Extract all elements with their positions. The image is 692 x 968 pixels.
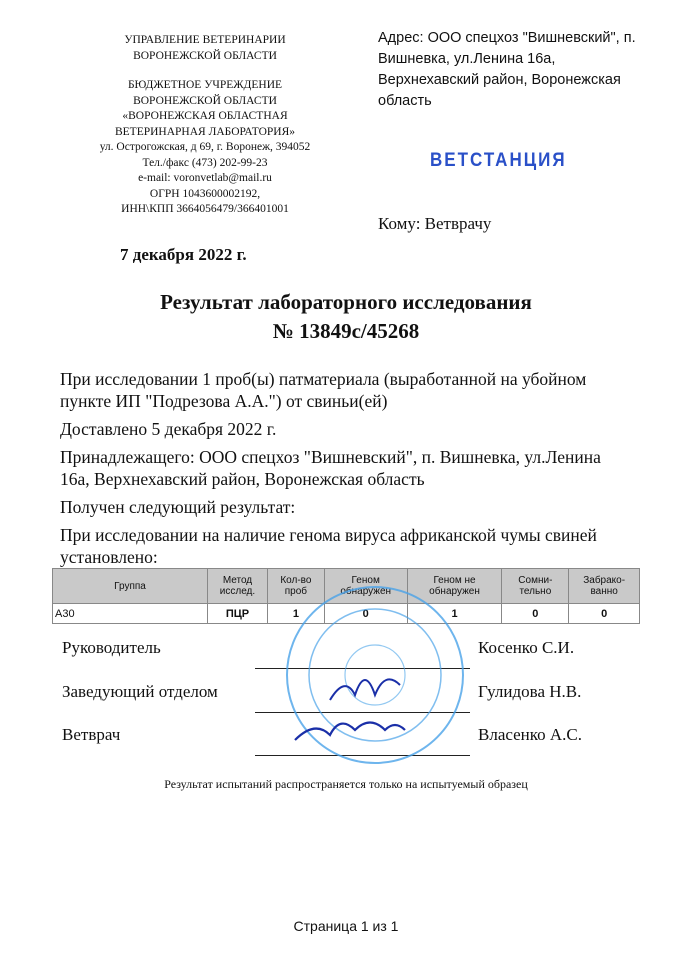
cell: А30 (53, 604, 208, 624)
header-line: ИНН\КПП 3664056479/366401001 (121, 203, 289, 215)
column-header: Геном не обнаружен (407, 569, 502, 604)
header-line: УПРАВЛЕНИЕ ВЕТЕРИНАРИИ (124, 34, 286, 46)
header-line: ул. Острогожская, д 69, г. Воронеж, 394052 (99, 141, 311, 153)
header-line: ВЕТЕРИНАРНАЯ ЛАБОРАТОРИЯ» (114, 125, 296, 138)
document-number: № 13849с/45268 (272, 319, 420, 343)
cell: 1 (407, 604, 502, 624)
signature-role: Ветврач (62, 725, 121, 744)
header-line: БЮДЖЕТНОЕ УЧРЕЖДЕНИЕ (127, 79, 283, 91)
column-header: Группа (53, 569, 208, 604)
document-title (0, 288, 692, 346)
document-date: 7 декабря 2022 г. (120, 245, 247, 264)
title-text: Результат лабораторного исследования (160, 290, 532, 314)
recipient-address: Адрес: ООО спецхоз "Вишневский", п. Вишневка, ул.Ленина 16а, Верхнехавский район, Воронежская область (378, 30, 636, 109)
header-line: ВОРОНЕЖСКОЙ ОБЛАСТИ (133, 94, 277, 107)
paragraph: Принадлежащего: ООО спецхоз "Вишневский", п. Вишневка, ул.Ленина 16а, Верхнехавский район, Воронежская область (60, 447, 601, 489)
column-header: Метод исслед. (208, 569, 268, 604)
header-line: e-mail: voronvetlab@mail.ru (138, 172, 272, 184)
signature-name: Власенко А.С. (478, 725, 583, 744)
cell: 0 (324, 604, 407, 624)
signature-name: Гулидова Н.В. (478, 682, 582, 701)
organization-header (60, 33, 350, 218)
paragraph: При исследовании 1 проб(ы) патматериала (выработанной на убойном пункте ИП "Подрезова А.А.") от свиньи(ей) (60, 369, 587, 411)
column-header: Сомни-тельно (502, 569, 569, 604)
header-line: Тел./факс (473) 202-99-23 (142, 156, 268, 169)
column-header: Кол-во проб (268, 569, 325, 604)
header-line: «ВОРОНЕЖСКАЯ ОБЛАСТНАЯ (122, 110, 288, 122)
header-line: ОГРН 1043600002192, (149, 187, 261, 200)
vetstation-stamp: ВЕТСТАНЦИЯ (430, 148, 567, 171)
recipient: Кому: Ветврачу (378, 214, 492, 233)
column-header: Геном обнаружен (324, 569, 407, 604)
cell: 0 (569, 604, 640, 624)
signature-role: Руководитель (62, 638, 161, 657)
page-number: Страница 1 из 1 (293, 918, 399, 934)
signature-role: Заведующий отделом (62, 682, 218, 701)
round-seal-stamp (280, 580, 470, 770)
cell: 0 (502, 604, 569, 624)
signature-name: Косенко С.И. (478, 638, 575, 657)
footer-note: Результат испытаний распространяется только на испытуемый образец (164, 777, 528, 791)
cell: 1 (268, 604, 325, 624)
paragraph: Получен следующий результат: (60, 497, 296, 517)
paragraph: При исследовании на наличие генома вируса африканской чумы свиней установлено: (60, 525, 597, 567)
cell: ПЦР (208, 604, 268, 624)
header-line: ВОРОНЕЖСКОЙ ОБЛАСТИ (133, 49, 277, 62)
paragraph: Доставлено 5 декабря 2022 г. (60, 419, 277, 439)
column-header: Забрако-ванно (569, 569, 640, 604)
